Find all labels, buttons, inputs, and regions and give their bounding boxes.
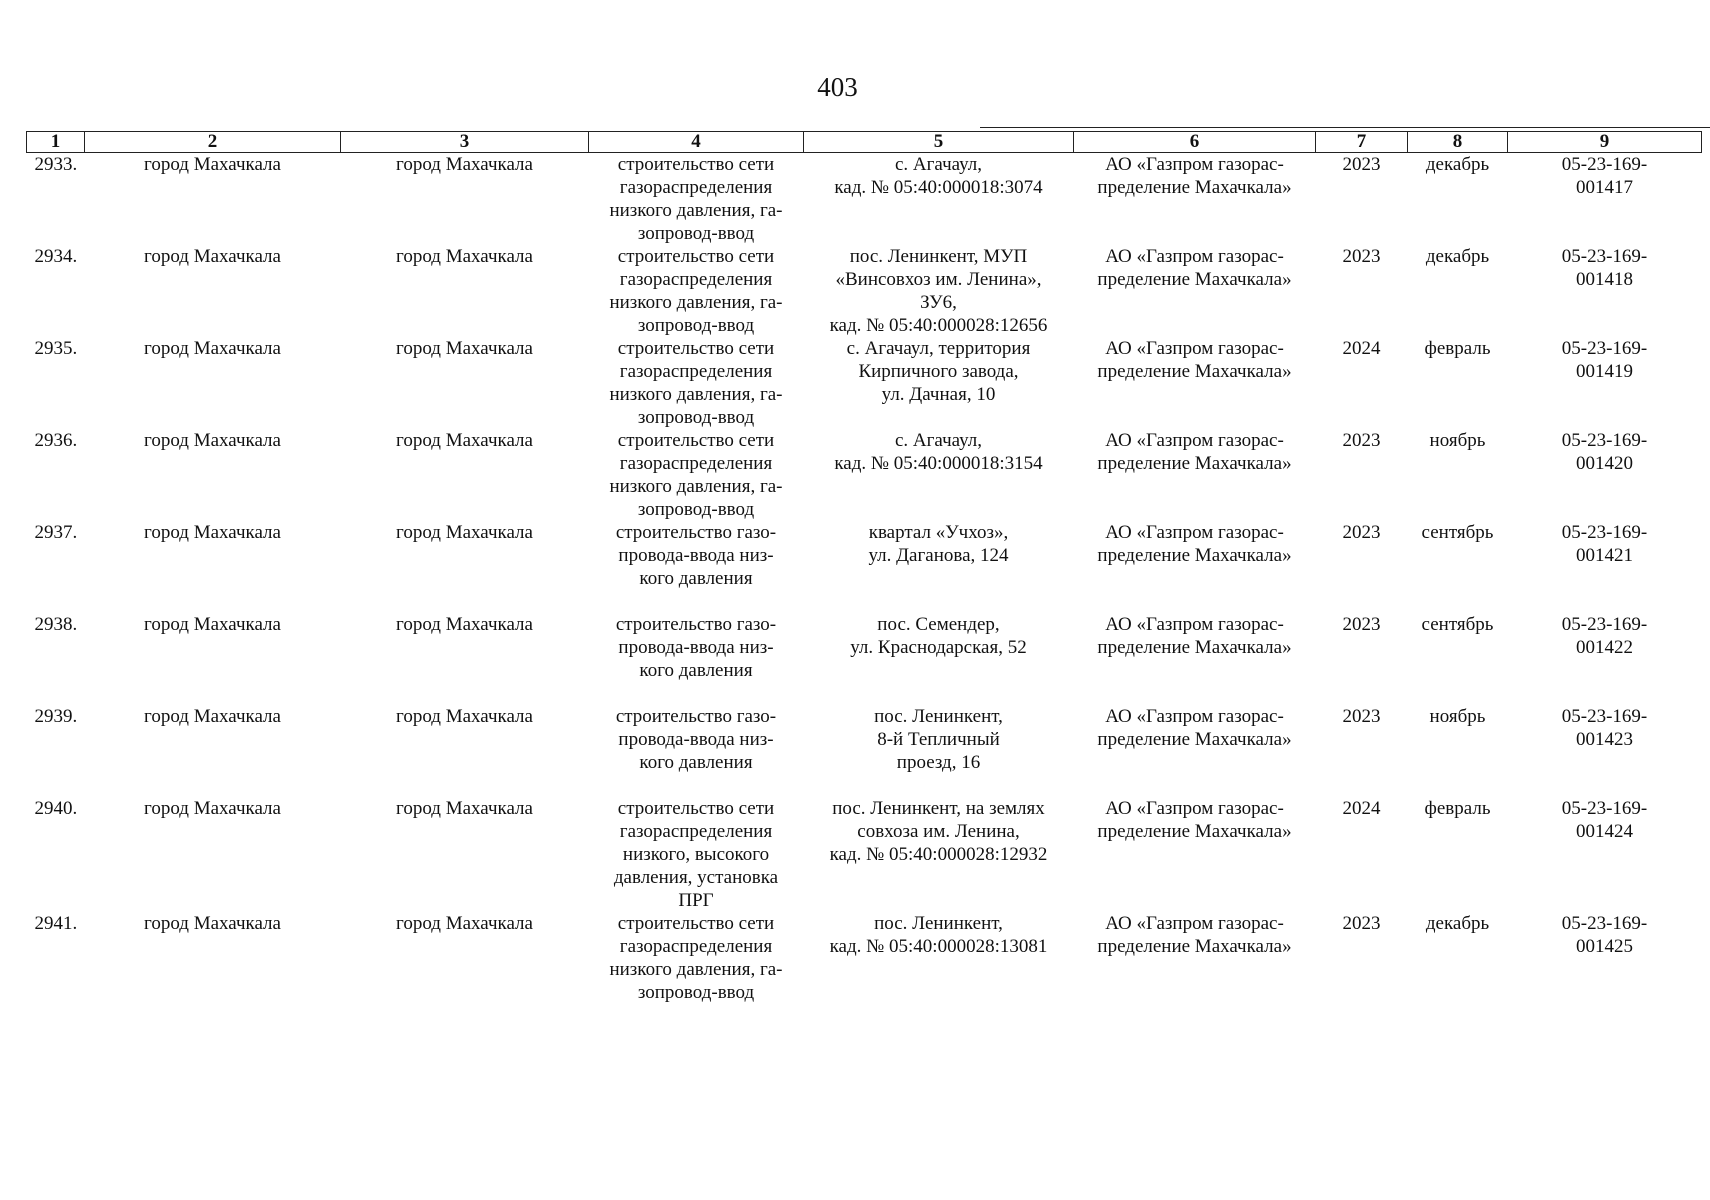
table-row <box>27 429 1702 521</box>
municipality-cell: город Махачкала <box>144 154 281 175</box>
address-cell: с. Агачаул, территория Кирпичного завода, ул. Дачная, 10 <box>846 338 1031 405</box>
work-description-cell: строительство сети газораспределения низкого давления, га- зопровод-ввод <box>609 154 783 244</box>
code-cell: 05-23-169- 001425 <box>1561 913 1648 957</box>
code-cell: 05-23-169- 001420 <box>1561 430 1648 474</box>
column-header: 3 <box>341 132 589 153</box>
row-number-cell: 2940. <box>34 798 78 819</box>
code-cell: 05-23-169- 001418 <box>1561 246 1648 290</box>
table-row <box>27 245 1702 337</box>
row-number-cell: 2933. <box>34 154 78 175</box>
year-cell: 2023 <box>1342 430 1381 451</box>
organization-cell: АО «Газпром газорас- пределение Махачкала» <box>1097 338 1292 382</box>
organization-cell: АО «Газпром газорас- пределение Махачкала» <box>1097 614 1292 658</box>
settlement-cell: город Махачкала <box>396 522 533 543</box>
organization-cell: АО «Газпром газорас- пределение Махачкала» <box>1097 798 1292 842</box>
municipality-cell: город Махачкала <box>144 522 281 543</box>
page-number: 403 <box>817 72 858 102</box>
organization-cell: АО «Газпром газорас- пределение Махачкала» <box>1097 913 1292 957</box>
column-header: 9 <box>1508 132 1702 153</box>
month-cell: ноябрь <box>1429 430 1486 451</box>
column-header: 2 <box>85 132 341 153</box>
address-cell: пос. Ленинкент, 8-й Тепличный проезд, 16 <box>874 706 1003 773</box>
month-cell: сентябрь <box>1421 522 1494 543</box>
year-cell: 2023 <box>1342 614 1381 635</box>
code-cell: 05-23-169- 001421 <box>1561 522 1648 566</box>
municipality-cell: город Махачкала <box>144 430 281 451</box>
row-number-cell: 2937. <box>34 522 78 543</box>
column-header: 6 <box>1074 132 1316 153</box>
address-cell: квартал «Учхоз», ул. Даганова, 124 <box>868 522 1009 566</box>
settlement-cell: город Махачкала <box>396 246 533 267</box>
municipality-cell: город Махачкала <box>144 338 281 359</box>
year-cell: 2024 <box>1342 338 1381 359</box>
month-cell: февраль <box>1424 338 1491 359</box>
column-header: 5 <box>804 132 1074 153</box>
address-cell: с. Агачаул, кад. № 05:40:000018:3074 <box>834 154 1043 198</box>
column-number-row <box>27 132 1702 153</box>
row-number-cell: 2936. <box>34 430 78 451</box>
work-description-cell: строительство газо- провода-ввода низ- кого давления <box>615 614 777 681</box>
column-header: 4 <box>589 132 804 153</box>
address-cell: пос. Ленинкент, МУП «Винсовхоз им. Ленина», ЗУ6, кад. № 05:40:000028:12656 <box>829 246 1048 336</box>
work-description-cell: строительство сети газораспределения низкого, высокого давления, установка ПРГ <box>613 798 779 911</box>
settlement-cell: город Махачкала <box>396 913 533 934</box>
organization-cell: АО «Газпром газорас- пределение Махачкала» <box>1097 154 1292 198</box>
month-cell: декабрь <box>1425 246 1490 267</box>
municipality-cell: город Махачкала <box>144 706 281 727</box>
table-row <box>27 337 1702 429</box>
code-cell: 05-23-169- 001419 <box>1561 338 1648 382</box>
register-table <box>26 131 1702 1004</box>
settlement-cell: город Махачкала <box>396 798 533 819</box>
settlement-cell: город Махачкала <box>396 154 533 175</box>
code-cell: 05-23-169- 001422 <box>1561 614 1648 658</box>
settlement-cell: город Махачкала <box>396 338 533 359</box>
organization-cell: АО «Газпром газорас- пределение Махачкала» <box>1097 522 1292 566</box>
municipality-cell: город Махачкала <box>144 246 281 267</box>
address-cell: пос. Семендер, ул. Краснодарская, 52 <box>850 614 1027 658</box>
code-cell: 05-23-169- 001424 <box>1561 798 1648 842</box>
year-cell: 2023 <box>1342 154 1381 175</box>
header-rule <box>980 127 1710 128</box>
column-header: 1 <box>27 132 85 153</box>
organization-cell: АО «Газпром газорас- пределение Махачкала» <box>1097 706 1292 750</box>
code-cell: 05-23-169- 001423 <box>1561 706 1648 750</box>
work-description-cell: строительство сети газораспределения низкого давления, га- зопровод-ввод <box>609 430 783 520</box>
municipality-cell: город Махачкала <box>144 798 281 819</box>
year-cell: 2023 <box>1342 706 1381 727</box>
year-cell: 2023 <box>1342 246 1381 267</box>
code-cell: 05-23-169- 001417 <box>1561 154 1648 198</box>
month-cell: декабрь <box>1425 913 1490 934</box>
month-cell: ноябрь <box>1429 706 1486 727</box>
table-row <box>27 521 1702 613</box>
work-description-cell: строительство сети газораспределения низкого давления, га- зопровод-ввод <box>609 338 783 428</box>
address-cell: пос. Ленинкент, кад. № 05:40:000028:13081 <box>829 913 1048 957</box>
year-cell: 2024 <box>1342 798 1381 819</box>
row-number-cell: 2935. <box>34 338 78 359</box>
address-cell: пос. Ленинкент, на землях совхоза им. Ленина, кад. № 05:40:000028:12932 <box>829 798 1048 865</box>
work-description-cell: строительство газо- провода-ввода низ- кого давления <box>615 706 777 773</box>
work-description-cell: строительство газо- провода-ввода низ- кого давления <box>615 522 777 589</box>
organization-cell: АО «Газпром газорас- пределение Махачкала» <box>1097 430 1292 474</box>
table-row <box>27 797 1702 912</box>
organization-cell: АО «Газпром газорас- пределение Махачкала» <box>1097 246 1292 290</box>
settlement-cell: город Махачкала <box>396 430 533 451</box>
settlement-cell: город Махачкала <box>396 706 533 727</box>
year-cell: 2023 <box>1342 913 1381 934</box>
month-cell: сентябрь <box>1421 614 1494 635</box>
row-number-cell: 2934. <box>34 246 78 267</box>
row-number-cell: 2939. <box>34 706 78 727</box>
table-row <box>27 912 1702 1004</box>
month-cell: декабрь <box>1425 154 1490 175</box>
column-header: 8 <box>1408 132 1508 153</box>
work-description-cell: строительство сети газораспределения низкого давления, га- зопровод-ввод <box>609 246 783 336</box>
table-row <box>27 613 1702 705</box>
address-cell: с. Агачаул, кад. № 05:40:000018:3154 <box>834 430 1043 474</box>
row-number-cell: 2938. <box>34 614 78 635</box>
table-row <box>27 153 1702 246</box>
table-row <box>27 705 1702 797</box>
settlement-cell: город Махачкала <box>396 614 533 635</box>
municipality-cell: город Махачкала <box>144 614 281 635</box>
municipality-cell: город Махачкала <box>144 913 281 934</box>
row-number-cell: 2941. <box>34 913 78 934</box>
month-cell: февраль <box>1424 798 1491 819</box>
year-cell: 2023 <box>1342 522 1381 543</box>
work-description-cell: строительство сети газораспределения низкого давления, га- зопровод-ввод <box>609 913 783 1003</box>
column-header: 7 <box>1316 132 1408 153</box>
